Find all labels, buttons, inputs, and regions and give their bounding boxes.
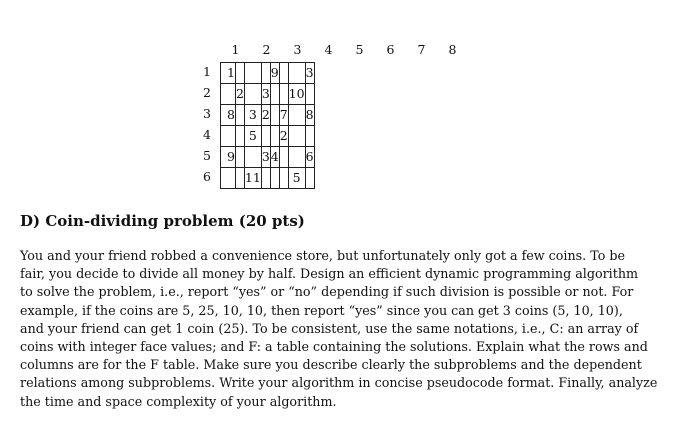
column-header: 3	[293, 42, 302, 57]
grid-cell	[221, 168, 236, 189]
column-header: 7	[417, 42, 426, 57]
text-line: columns are for the F table. Make sure you describe clearly the subproblems and the dependent	[20, 357, 642, 373]
grid-cell	[235, 63, 244, 84]
grid-cell: 11	[244, 168, 261, 189]
grid-cell: 1	[221, 63, 236, 84]
grid-table	[220, 62, 315, 189]
column-header: 1	[231, 42, 240, 57]
text-line: coins with integer face values; and F: a table containing the solutions. Explain what the rows and	[20, 339, 648, 355]
grid-cell: 3	[261, 147, 270, 168]
grid-cell: 3	[261, 84, 270, 105]
grid-cell	[235, 105, 244, 126]
row-header: 6	[203, 169, 211, 184]
grid-row	[221, 168, 315, 189]
grid-row	[221, 63, 315, 84]
grid-cell	[235, 126, 244, 147]
grid-row	[221, 126, 315, 147]
column-header: 4	[324, 42, 333, 57]
grid-cell	[261, 168, 270, 189]
grid-cell	[244, 147, 261, 168]
grid-cell	[288, 147, 305, 168]
section-heading: D) Coin-dividing problem (20 pts)	[20, 212, 305, 230]
grid-cell	[279, 84, 288, 105]
grid-cell: 3	[244, 105, 261, 126]
column-header: 6	[386, 42, 395, 57]
row-header: 1	[203, 64, 211, 79]
row-header: 2	[203, 85, 211, 100]
grid-cell	[261, 126, 270, 147]
text-line: the time and space complexity of your algorithm.	[20, 393, 337, 409]
grid-cell	[235, 147, 244, 168]
grid-cell: 4	[270, 147, 279, 168]
grid-cell: 10	[288, 84, 305, 105]
grid-cell: 9	[221, 147, 236, 168]
grid-cell: 9	[270, 63, 279, 84]
column-header: 5	[355, 42, 364, 57]
grid-cell	[244, 63, 261, 84]
grid-cell: 8	[221, 105, 236, 126]
column-header: 8	[448, 42, 457, 57]
grid-cell: 2	[261, 105, 270, 126]
grid-cell: 5	[288, 168, 305, 189]
grid-cell	[270, 168, 279, 189]
text-line: to solve the problem, i.e., report “yes” or “no” depending if such division is possible or not. For	[20, 284, 634, 300]
grid-cell: 2	[235, 84, 244, 105]
grid-cell	[221, 84, 236, 105]
grid-cell: 2	[279, 126, 288, 147]
grid-cell	[305, 84, 314, 105]
grid-cell	[305, 126, 314, 147]
grid-cell	[235, 168, 244, 189]
grid-cell	[221, 126, 236, 147]
text-line: example, if the coins are 5, 25, 10, 10, then report “yes” since you can get 3 coins (5, 10, 10),	[20, 302, 623, 318]
column-header: 2	[262, 42, 271, 57]
grid-cell: 6	[305, 147, 314, 168]
grid-cell	[270, 126, 279, 147]
grid-cell	[288, 126, 305, 147]
problem-description	[20, 247, 680, 411]
grid-cell: 3	[305, 63, 314, 84]
grid-row	[221, 147, 315, 168]
text-line: fair, you decide to divide all money by half. Design an efficient dynamic programming algorithm	[20, 266, 639, 282]
grid-cell	[279, 63, 288, 84]
grid-cell	[261, 63, 270, 84]
grid-cell: 7	[279, 105, 288, 126]
grid-cell: 5	[244, 126, 261, 147]
text-line: You and your friend robbed a convenience store, but unfortunately only got a few coins. To be	[20, 248, 625, 263]
row-header: 5	[203, 148, 211, 163]
grid-cell	[305, 168, 314, 189]
grid-cell	[270, 105, 279, 126]
grid-row	[221, 84, 315, 105]
grid-row	[221, 105, 315, 126]
text-line: relations among subproblems. Write your algorithm in concise pseudocode format. Finally, analyze	[20, 375, 658, 391]
grid-cell	[279, 147, 288, 168]
grid-cell	[288, 105, 305, 126]
row-header: 4	[203, 127, 211, 142]
row-header: 3	[203, 106, 211, 121]
grid-cell	[279, 168, 288, 189]
grid-cell	[270, 84, 279, 105]
grid-cell	[288, 63, 305, 84]
text-line: and your friend can get 1 coin (25). To be consistent, use the same notations, i.e., C: an array of	[20, 320, 639, 336]
grid-cell: 8	[305, 105, 314, 126]
grid-cell	[244, 84, 261, 105]
